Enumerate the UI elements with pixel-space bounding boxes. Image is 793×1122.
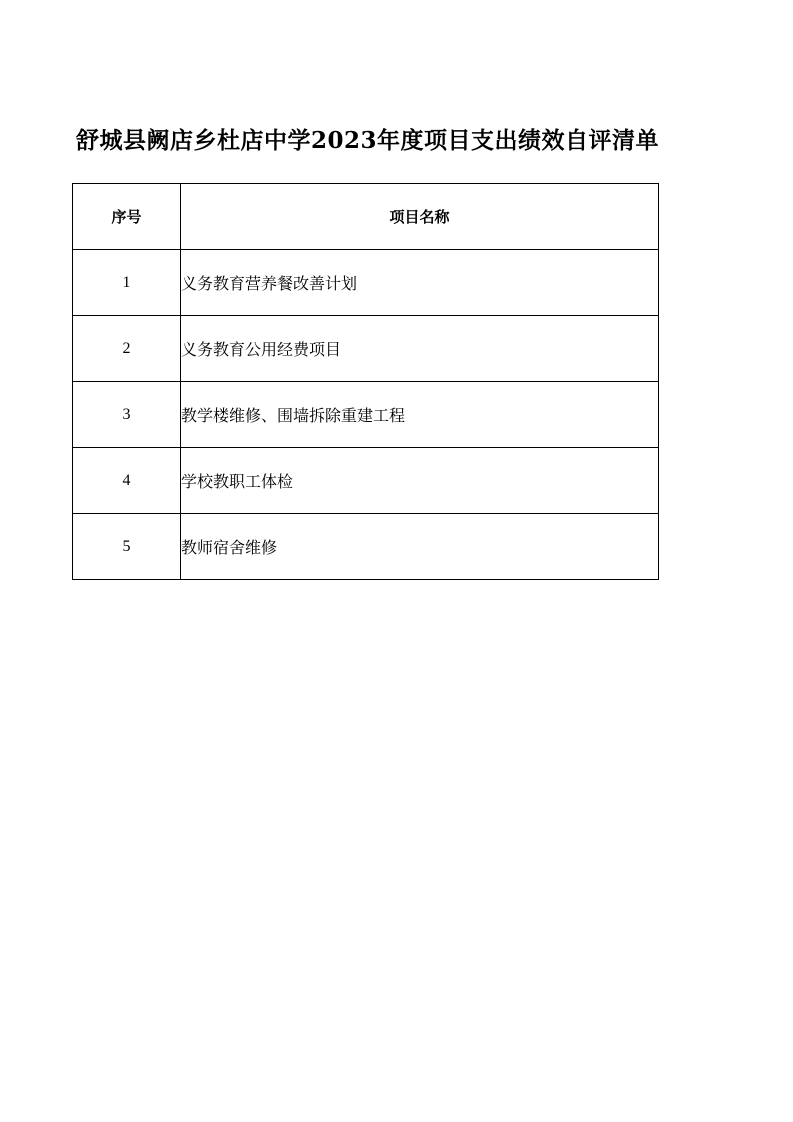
row-index: 3 [73, 382, 181, 448]
row-index: 5 [73, 514, 181, 580]
row-project-name: 义务教育公用经费项目 [181, 316, 659, 382]
row-project-name: 义务教育营养餐改善计划 [181, 250, 659, 316]
row-index: 4 [73, 448, 181, 514]
row-project-name: 教师宿舍维修 [181, 514, 659, 580]
table-row [73, 250, 659, 316]
column-header-name: 项目名称 [181, 184, 659, 250]
column-header-index: 序号 [73, 184, 181, 250]
row-index: 2 [73, 316, 181, 382]
table-row [73, 514, 659, 580]
row-index: 1 [73, 250, 181, 316]
page-title: 舒城县阙店乡杜店中学2023年度项目支出绩效自评清单 [75, 127, 659, 154]
table-row [73, 316, 659, 382]
row-project-name: 学校教职工体检 [181, 448, 659, 514]
project-list-table [72, 183, 659, 580]
table-header-row [73, 184, 659, 250]
table-row [73, 382, 659, 448]
row-project-name: 教学楼维修、围墙拆除重建工程 [181, 382, 659, 448]
table-row [73, 448, 659, 514]
